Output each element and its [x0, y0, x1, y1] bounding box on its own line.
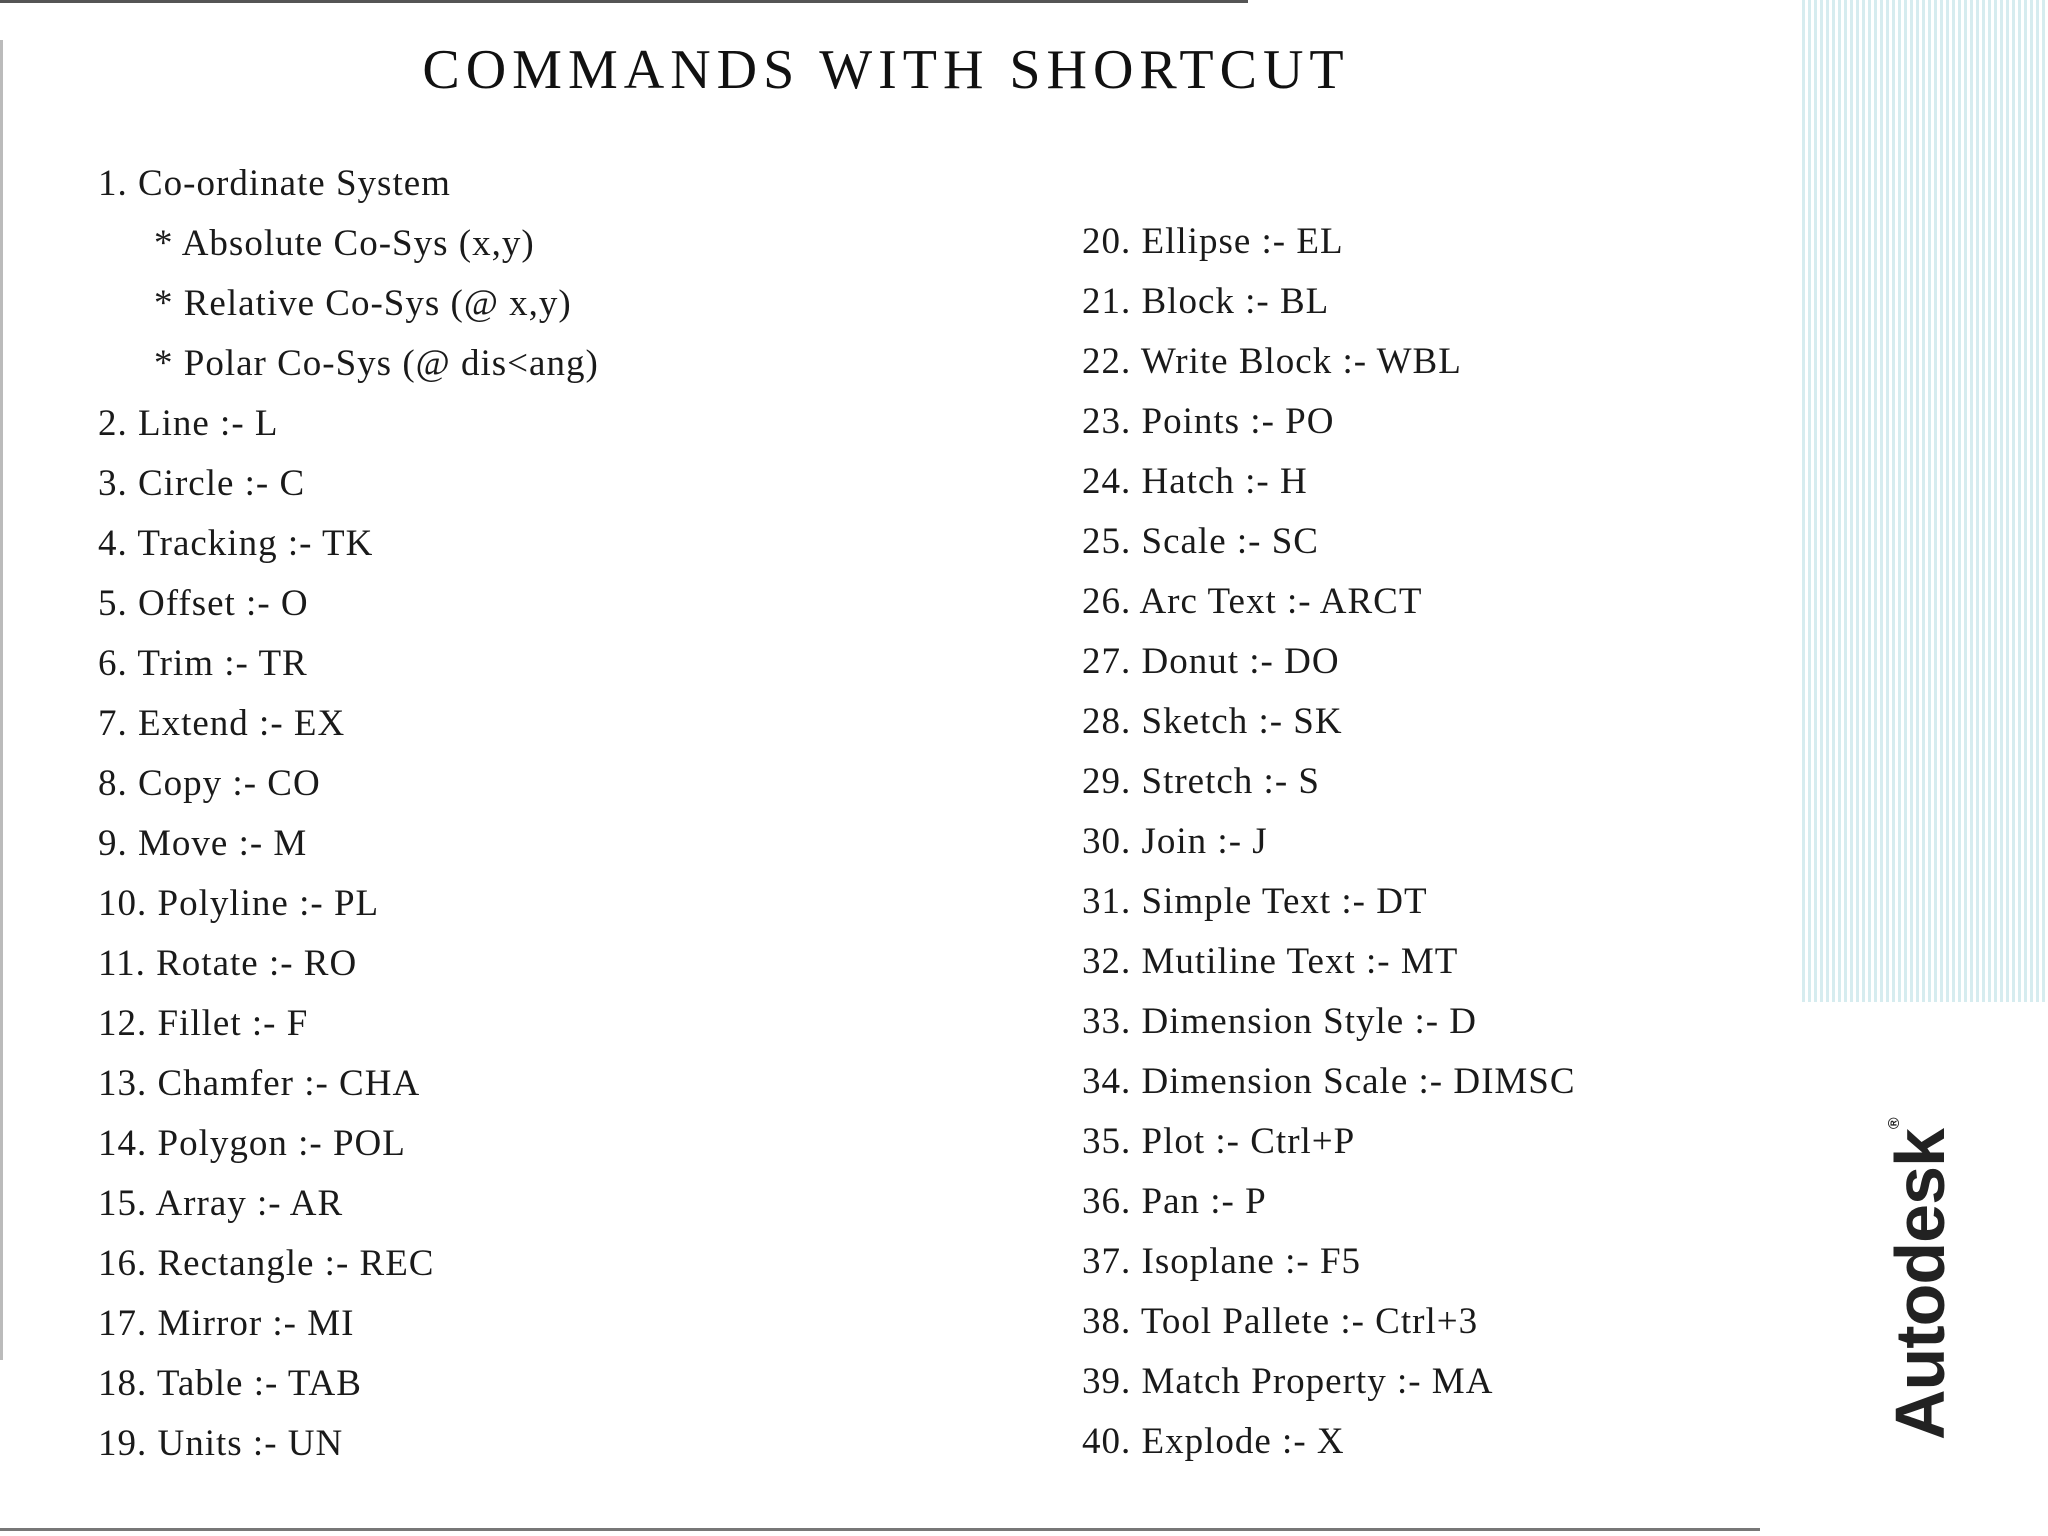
bottom-rule [0, 1528, 1760, 1531]
coordinate-system-item: * Relative Co-Sys (@ x,y) [154, 283, 572, 324]
list-item: 28. Sketch :- SK [1082, 701, 1343, 742]
list-item: 30. Join :- J [1082, 821, 1268, 862]
list-item: 21. Block :- BL [1082, 281, 1330, 322]
list-item: 25. Scale :- SC [1082, 521, 1319, 562]
list-item: 35. Plot :- Ctrl+P [1082, 1121, 1356, 1162]
list-item: 24. Hatch :- H [1082, 461, 1308, 502]
list-item: 7. Extend :- EX [98, 703, 346, 744]
coordinate-system-item: * Absolute Co-Sys (x,y) [154, 223, 535, 264]
striped-decoration-panel [1802, 0, 2048, 1002]
list-item: 33. Dimension Style :- D [1082, 1001, 1478, 1042]
list-item: 1. Co-ordinate System [98, 163, 451, 204]
list-item: 4. Tracking :- TK [98, 523, 374, 564]
list-item: 36. Pan :- P [1082, 1181, 1267, 1222]
list-item: 13. Chamfer :- CHA [98, 1063, 421, 1104]
list-item: 37. Isoplane :- F5 [1082, 1241, 1362, 1282]
list-item: 20. Ellipse :- EL [1082, 221, 1344, 262]
list-item: 40. Explode :- X [1082, 1421, 1345, 1462]
list-item: 9. Move :- M [98, 823, 308, 864]
list-item: 38. Tool Pallete :- Ctrl+3 [1082, 1301, 1479, 1342]
list-item: 16. Rectangle :- REC [98, 1243, 435, 1284]
left-command-column [98, 154, 1058, 1474]
list-item: 8. Copy :- CO [98, 763, 321, 804]
list-item: 39. Match Property :- MA [1082, 1361, 1494, 1402]
list-item: 17. Mirror :- MI [98, 1303, 355, 1344]
left-edge-shadow [0, 40, 3, 1360]
list-item: 10. Polyline :- PL [98, 883, 380, 924]
list-item: 15. Array :- AR [98, 1183, 344, 1224]
list-item: 19. Units :- UN [98, 1423, 344, 1464]
registered-mark: ® [1886, 1118, 1903, 1130]
autodesk-logo [1880, 1118, 1960, 1440]
list-item: 2. Line :- L [98, 403, 279, 444]
list-item: 12. Fillet :- F [98, 1003, 309, 1044]
coordinate-system-item: * Polar Co-Sys (@ dis<ang) [154, 343, 599, 384]
page-title: COMMANDS WITH SHORTCUT [422, 39, 1350, 101]
brand-name: Autodesk [1881, 1129, 1959, 1440]
list-item: 5. Offset :- O [98, 583, 309, 624]
list-item: 27. Donut :- DO [1082, 641, 1340, 682]
top-rule [0, 0, 1248, 3]
list-item: 6. Trim :- TR [98, 643, 308, 684]
list-item: 32. Mutiline Text :- MT [1082, 941, 1459, 982]
list-item: 11. Rotate :- RO [98, 943, 358, 984]
list-item: 29. Stretch :- S [1082, 761, 1320, 802]
list-item: 14. Polygon :- POL [98, 1123, 406, 1164]
list-item: 3. Circle :- C [98, 463, 306, 504]
list-item: 34. Dimension Scale :- DIMSC [1082, 1061, 1576, 1102]
list-item: 26. Arc Text :- ARCT [1082, 581, 1423, 622]
list-item: 18. Table :- TAB [98, 1363, 362, 1404]
list-item: 31. Simple Text :- DT [1082, 881, 1428, 922]
list-item: 22. Write Block :- WBL [1082, 341, 1462, 382]
list-item: 23. Points :- PO [1082, 401, 1335, 442]
right-command-column [1082, 212, 1782, 1472]
